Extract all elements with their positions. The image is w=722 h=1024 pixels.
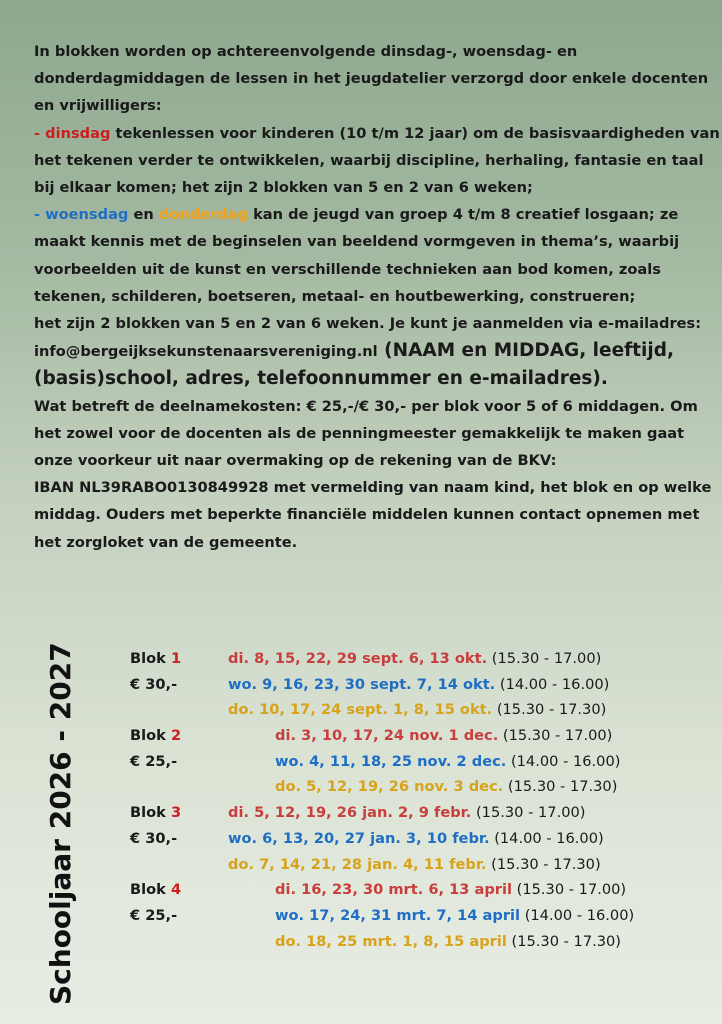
session-dates [275, 749, 620, 775]
time-range: (15.30 - 17.00) [512, 881, 627, 899]
time-range: (15.30 - 17.30) [486, 855, 601, 873]
intro-text [34, 38, 720, 556]
schedule-row [130, 646, 700, 672]
intro-line: het tekenen verder te ontwikkelen, waarbij discipline, herhaling, fantasie en taal [34, 151, 704, 169]
schedule-row [130, 903, 700, 929]
schedule-row [130, 800, 700, 826]
time-range: (15.30 - 17.30) [492, 701, 607, 719]
date-list: do. 7, 14, 21, 28 jan. 4, 11 febr. [228, 855, 487, 873]
dash: - [34, 206, 46, 224]
donderdag-word: donderdag [158, 206, 248, 224]
dash: - [34, 124, 46, 142]
dinsdag-word: dinsdag [45, 124, 111, 142]
date-list: di. 3, 10, 17, 24 nov. 1 dec. [275, 727, 499, 745]
dinsdag-rest: tekenlessen voor kinderen (10 t/m 12 jaar) om de basisvaardigheden van [110, 124, 720, 142]
time-range: (15.30 - 17.00) [487, 650, 602, 667]
session-dates [228, 826, 604, 852]
session-dates [228, 852, 601, 878]
email-line [34, 337, 694, 365]
schedule-row [130, 723, 700, 749]
block-price: € 25,- [130, 906, 178, 924]
time-range: (14.00 - 16.00) [495, 675, 610, 693]
block-label [130, 800, 181, 826]
block-word: Blok [130, 727, 166, 745]
intro-line: In blokken worden op achtereenvolgende dinsdag-, woensdag- en [34, 43, 578, 60]
session-dates [275, 929, 621, 955]
woensdag-word: woensdag [45, 206, 129, 224]
schedule-row [130, 929, 700, 955]
email-rest: (NAAM en MIDDAG, leeftijd, [377, 340, 674, 362]
block-word: Blok [130, 881, 166, 899]
intro-line: het zowel voor de docenten als de penningmeester gemakkelijk te maken gaat [34, 424, 685, 442]
block-number: 3 [170, 804, 182, 822]
intro-line: bij elkaar komen; het zijn 2 blokken van 5 en 2 van 6 weken; [34, 179, 533, 197]
date-list: wo. 9, 16, 23, 30 sept. 7, 14 okt. [228, 675, 496, 693]
block-word: Blok [130, 650, 166, 667]
intro-line: tekenen, schilderen, boetseren, metaal- en houtbewerking, construeren; [34, 287, 636, 305]
block-label [130, 646, 181, 672]
schedule-row [130, 749, 700, 775]
session-dates [275, 723, 612, 749]
intro-line: middag. Ouders met beperkte financiële middelen kunnen contact opnemen met [34, 506, 700, 524]
time-range: (15.30 - 17.30) [506, 932, 622, 950]
schedule-row [130, 774, 700, 800]
intro-line: Wat betreft de deelnamekosten: € 25,-/€ 30,- per blok voor 5 of 6 middagen. Om [34, 397, 698, 415]
time-range: (14.00 - 16.00) [520, 906, 635, 924]
time-range: (15.30 - 17.30) [503, 778, 618, 796]
block-number: 4 [170, 881, 182, 899]
intro-line: het zijn 2 blokken van 5 en 2 van 6 weken. Je kunt je aanmelden via e-mailadres: [34, 315, 702, 333]
intro-line: het zorgloket van de gemeente. [34, 533, 298, 551]
date-list: di. 5, 12, 19, 26 jan. 2, 9 febr. [228, 804, 472, 822]
woensdag-rest: kan de jeugd van groep 4 t/m 8 creatief losgaan; ze [247, 206, 679, 224]
session-dates [228, 646, 601, 672]
date-list: do. 18, 25 mrt. 1, 8, 15 april [275, 932, 507, 950]
block-price: € 25,- [130, 752, 178, 770]
date-list: wo. 6, 13, 20, 27 jan. 3, 10 febr. [228, 829, 490, 847]
block-number: 2 [170, 727, 182, 745]
dinsdag-line [34, 120, 720, 147]
intro-line: onze voorkeur uit naar overmaking op de rekening van de BKV: [34, 452, 557, 470]
session-dates [275, 903, 634, 929]
schedule-row [130, 672, 700, 698]
block-label [130, 877, 181, 903]
schedule-row [130, 852, 700, 878]
block-label [130, 723, 181, 749]
schedule-row [130, 826, 700, 852]
en-word: en [128, 206, 159, 224]
time-range: (15.30 - 17.00) [471, 804, 586, 822]
date-list: do. 5, 12, 19, 26 nov. 3 dec. [275, 778, 504, 796]
session-dates [228, 697, 606, 723]
date-list: di. 16, 23, 30 mrt. 6, 13 april [275, 881, 512, 899]
time-range: (14.00 - 16.00) [489, 829, 604, 847]
schedule-row [130, 697, 700, 723]
schedule [130, 646, 700, 954]
date-list: wo. 4, 11, 18, 25 nov. 2 dec. [275, 752, 507, 770]
session-dates [228, 800, 585, 826]
intro-line: IBAN NL39RABO0130849928 met vermelding van naam kind, het blok en op welke [34, 479, 712, 497]
block-number: 1 [170, 650, 182, 667]
date-list: do. 10, 17, 24 sept. 1, 8, 15 okt. [228, 701, 493, 719]
time-range: (14.00 - 16.00) [506, 752, 621, 770]
block-price: € 30,- [130, 675, 178, 693]
block-word: Blok [130, 804, 166, 822]
email-address[interactable]: info@bergeijksekunstenaarsvereniging.nl [34, 343, 378, 361]
date-list: di. 8, 15, 22, 29 sept. 6, 13 okt. [228, 650, 488, 667]
time-range: (15.30 - 17.00) [498, 727, 613, 745]
block-price: € 30,- [130, 829, 178, 847]
date-list: wo. 17, 24, 31 mrt. 7, 14 april [275, 906, 521, 924]
intro-line: (basis)school, adres, telefoonnummer en e-mailadres). [34, 368, 608, 390]
intro-line: donderdagmiddagen de lessen in het jeugdatelier verzorgd door enkele docenten [34, 70, 709, 88]
session-dates [275, 877, 626, 903]
session-dates [228, 672, 609, 698]
school-year-title: Schooljaar 2026 - 2027 [44, 642, 77, 1005]
session-dates [275, 774, 617, 800]
woensdag-line [34, 201, 694, 228]
intro-line: maakt kennis met de beginselen van beeldend vormgeven in thema’s, waarbij [34, 233, 680, 251]
schedule-row [130, 877, 700, 903]
intro-line: en vrijwilligers: [34, 97, 162, 115]
intro-line: voorbeelden uit de kunst en verschillende technieken aan bod komen, zoals [34, 260, 661, 278]
